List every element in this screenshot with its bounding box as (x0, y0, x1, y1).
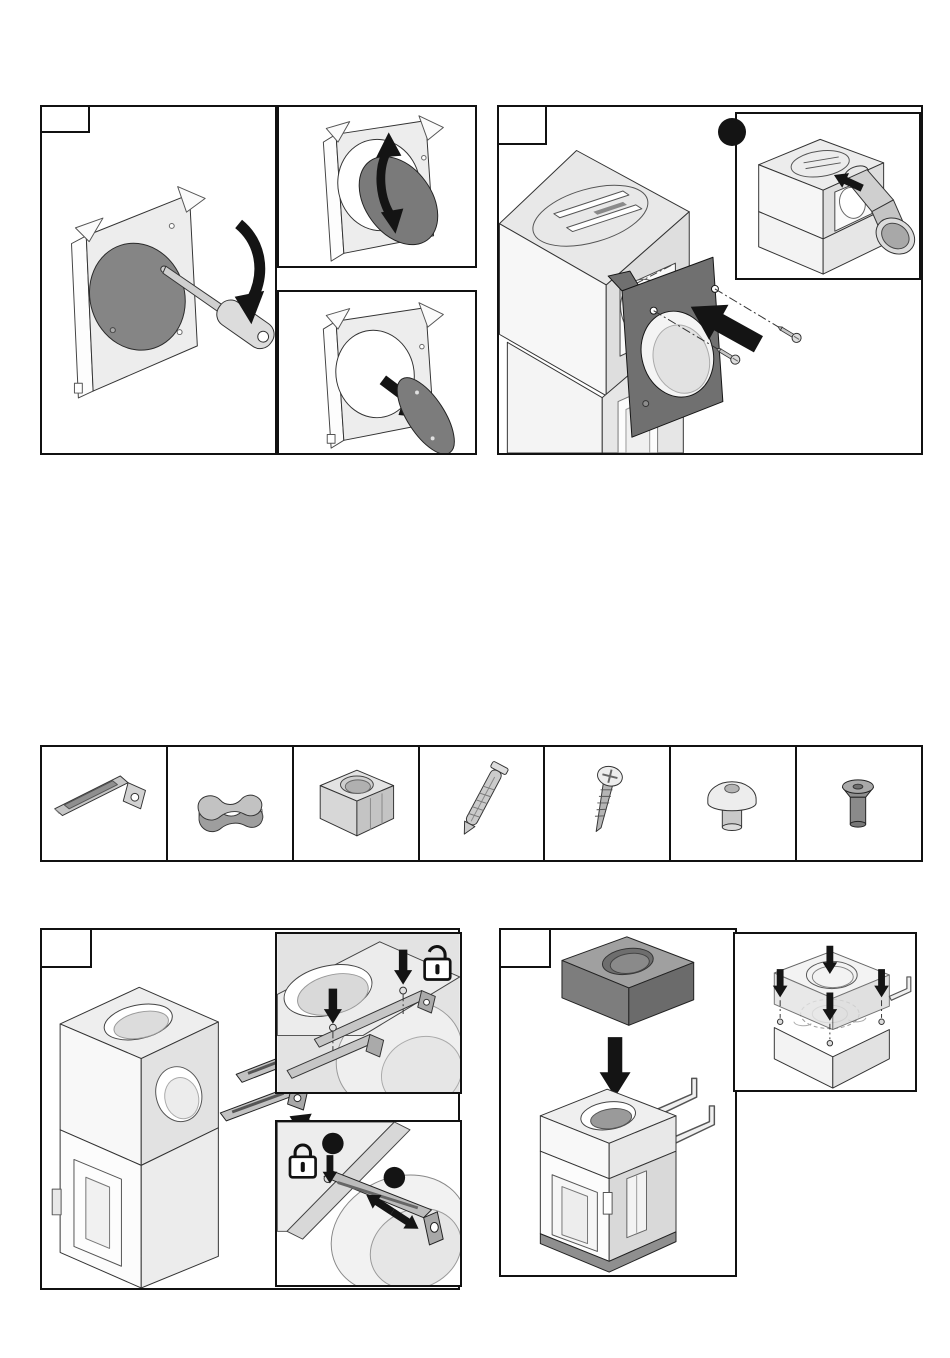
bracket-adjust-illustration (277, 1122, 460, 1285)
inset-cap-alignment (733, 932, 917, 1092)
down-arrow-icon (600, 1037, 631, 1097)
parts-strip (40, 745, 923, 862)
top-cap (562, 937, 694, 1025)
cover-open-illustration (279, 107, 475, 266)
screw-icon (776, 323, 803, 344)
part-pan-head-screw (545, 747, 671, 860)
cap-alignment-illustration (735, 934, 915, 1090)
top-cap-icon (294, 747, 418, 860)
door-handle (52, 1189, 61, 1215)
step-number-box (497, 105, 547, 145)
part-countersunk-screw (797, 747, 921, 860)
panel-top-cap (499, 928, 737, 1277)
cover-removed-illustration (279, 292, 475, 453)
step-number-box (40, 928, 92, 968)
countersunk-screw-icon (797, 747, 921, 860)
flue-elbow-illustration (737, 114, 919, 278)
bracket-screws-illustration (277, 934, 460, 1092)
part-spacer-block (168, 747, 294, 860)
panel-flue-plate (497, 105, 923, 455)
panel-cover-disc-detail-open (277, 105, 477, 268)
inset-flue-elbow (735, 112, 921, 280)
part-button-head-screw (671, 747, 797, 860)
part-wall-plug (420, 747, 546, 860)
spacer-block-icon (168, 747, 292, 860)
wire-bracket (889, 977, 910, 1000)
panel-cover-disc (40, 105, 277, 455)
part-wall-bracket (42, 747, 168, 860)
step-dot-2 (384, 1167, 405, 1188)
top-cap-illustration (501, 930, 735, 1275)
step-number-box (40, 105, 90, 133)
panel-cover-disc-detail-remove (277, 290, 477, 455)
panel-wall-brackets (40, 928, 460, 1290)
wall-plug-icon (420, 747, 544, 860)
button-head-screw-icon (671, 747, 795, 860)
part-top-cap (294, 747, 420, 860)
wall-bracket-icon (42, 747, 166, 860)
door-handle (603, 1192, 612, 1214)
inset-bracket-adjust (275, 1120, 462, 1287)
unscrew-cover-illustration (42, 107, 275, 453)
pan-head-screw-icon (545, 747, 669, 860)
step-dot-marker (718, 118, 746, 146)
step-dot-1 (322, 1133, 343, 1154)
inset-brackets-screws (275, 932, 462, 1094)
step-number-box (499, 928, 551, 968)
